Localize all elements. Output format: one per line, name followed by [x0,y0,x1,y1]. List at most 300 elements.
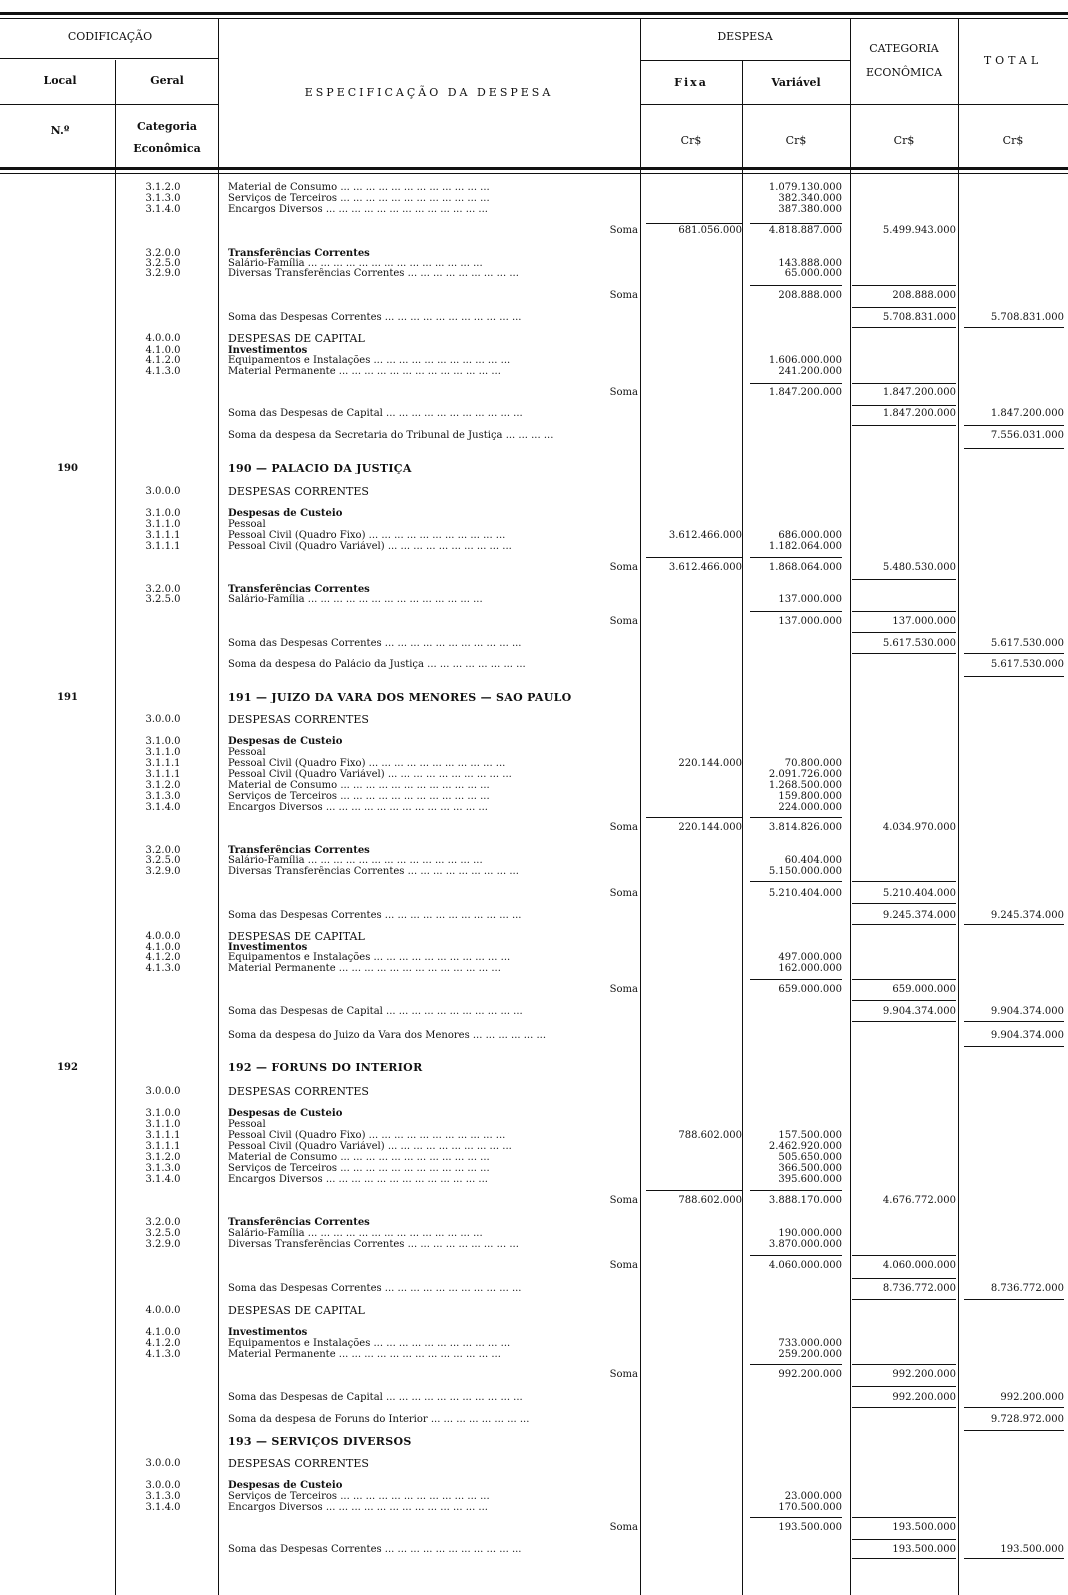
description: Serviços de Terceiros ... ... ... ... ... ... ... ... ... ... ... ... [228,791,490,802]
description: Transferências Correntes [228,845,370,856]
sum-rule [964,327,1064,328]
geral-code: 3.1.1.1 [145,1130,181,1141]
geral-code: 4.1.2.0 [145,952,181,963]
geral-code: 3.1.1.0 [145,519,181,530]
geral-code: 3.1.0.0 [145,1108,181,1119]
description: Soma das Despesas de Capital ... ... ... ... ... ... ... ... ... ... ... [228,1006,523,1017]
total-value: 9.245.374.000 [990,910,1064,921]
despesa-sub-rule [640,60,850,61]
variavel-value: 2.091.726.000 [768,769,842,780]
table-row [0,1414,1068,1425]
fixa-value: 788.602.000 [678,1130,742,1141]
description: Equipamentos e Instalações ... ... ... ... ... ... ... ... ... ... ... [228,355,511,366]
table-row [0,758,1068,769]
sum-rule [852,653,956,654]
description: Despesas de Custeio [228,736,343,747]
geral-code: 3.1.0.0 [145,736,181,747]
despesa-sub-rule-2 [640,104,850,105]
variavel-value: 366.500.000 [778,1163,842,1174]
description: Soma das Despesas Correntes ... ... ... ... ... ... ... ... ... ... ... [228,910,522,921]
total-value: 9.728.972.000 [990,1414,1064,1425]
variavel-value: 143.888.000 [778,258,842,269]
sum-rule [852,1021,956,1022]
table-row [0,714,1068,725]
description: 191 — JUIZO DA VARA DOS MENORES — SAO PAULO [228,692,572,703]
description: Soma das Despesas Correntes ... ... ... ... ... ... ... ... ... ... ... [228,1544,522,1555]
header-geral: Geral [150,74,184,87]
variavel-value: 65.000.000 [784,268,842,279]
description: 190 — PALÁCIO DA JUSTIÇA [228,463,412,474]
geral-code: 3.0.0.0 [145,1458,181,1469]
geral-code: 4.1.3.0 [145,366,181,377]
table-row [0,1108,1068,1119]
header-variavel: Variável [771,76,821,89]
table-row [0,888,1068,899]
variavel-value: 382.340.000 [778,193,842,204]
table-row [0,1305,1068,1316]
table-row [0,769,1068,780]
geral-code: 3.2.5.0 [145,594,181,605]
sum-rule [750,1364,842,1365]
variavel-value: 1.182.064.000 [768,541,842,552]
sum-rule [852,383,956,384]
sum-rule [964,1046,1064,1047]
description: Despesas de Custeio [228,1480,343,1491]
header-categoria: Categoria [136,120,198,133]
sum-rule [964,1021,1064,1022]
description: Material Permanente ... ... ... ... ... ... ... ... ... ... ... ... ... [228,963,501,974]
categoria-value: 193.500.000 [892,1522,956,1533]
table-row [0,290,1068,301]
sum-rule [750,223,842,224]
description: Pessoal [228,1119,266,1130]
geral-code: 3.1.4.0 [145,1502,181,1513]
categoria-value: 5.499.943.000 [882,225,956,236]
table-row [0,225,1068,236]
table-row [0,1436,1068,1447]
total-value: 992.200.000 [1000,1392,1064,1403]
sum-rule [852,425,956,426]
header-economica: Econômica [133,142,201,155]
geral-code: 3.1.1.0 [145,747,181,758]
fixa-value: 3.612.466.000 [668,530,742,541]
variavel-value: 3.814.826.000 [768,822,842,833]
variavel-value: 4.060.000.000 [768,1260,842,1271]
description: Salário-Família ... ... ... ... ... ... ... ... ... ... ... ... ... ... [228,594,483,605]
table-row [0,463,1068,474]
table-row [0,1502,1068,1513]
table-row [0,1480,1068,1491]
description: Salário-Família ... ... ... ... ... ... ... ... ... ... ... ... ... ... [228,258,483,269]
categoria-value: 8.736.772.000 [882,1283,956,1294]
table-row [0,638,1068,649]
description: Transferências Correntes [228,248,370,259]
description: Soma da despesa de Foruns do Interior ... ... ... ... ... ... ... ... [228,1414,530,1425]
variavel-value: 1.079.130.000 [768,182,842,193]
fixa-value: 220.144.000 [678,822,742,833]
variavel-value: 3.888.170.000 [768,1195,842,1206]
description: 193 — SERVIÇOS DIVERSOS [228,1436,412,1447]
header-numero: N.º [50,124,70,137]
geral-code: 3.1.4.0 [145,1174,181,1185]
table-row [0,530,1068,541]
geral-code: 3.1.3.0 [145,1491,181,1502]
soma-label: Soma [609,1260,638,1271]
description: Equipamentos e Instalações ... ... ... ... ... ... ... ... ... ... ... [228,952,511,963]
description: Serviços de Terceiros ... ... ... ... ... ... ... ... ... ... ... ... [228,1491,490,1502]
table-row [0,1195,1068,1206]
description: Pessoal [228,747,266,758]
description: Transferências Correntes [228,1217,370,1228]
table-row [0,736,1068,747]
description: Pessoal Civil (Quadro Fixo) ... ... ... ... ... ... ... ... ... ... ... [228,1130,506,1141]
table-row [0,508,1068,519]
sum-rule [852,1255,956,1256]
sum-rule [750,1517,842,1518]
variavel-value: 686.000.000 [778,530,842,541]
description: Despesas de Custeio [228,1108,343,1119]
categoria-value: 992.200.000 [892,1392,956,1403]
sum-rule [964,1430,1064,1431]
table-row [0,204,1068,215]
description: Pessoal Civil (Quadro Variável) ... ... ... ... ... ... ... ... ... ... [228,769,512,780]
variavel-value: 1.847.200.000 [768,387,842,398]
table-row [0,1338,1068,1349]
geral-code: 3.0.0.0 [145,486,181,497]
codif-sub-rule-2 [0,104,218,105]
header-bottom-rule [0,167,1068,170]
table-row [0,430,1068,441]
geral-code: 4.1.0.0 [145,345,181,356]
geral-code: 3.2.0.0 [145,584,181,595]
geral-code: 3.1.4.0 [145,204,181,215]
header-codificacao: CODIFICAÇÃO [67,30,153,43]
table-row [0,791,1068,802]
variavel-value: 224.000.000 [778,802,842,813]
geral-code: 3.2.0.0 [145,845,181,856]
table-row [0,747,1068,758]
table-row [0,692,1068,703]
sum-rule [646,223,742,224]
geral-code: 3.2.0.0 [145,1217,181,1228]
description: Soma das Despesas de Capital ... ... ... ... ... ... ... ... ... ... ... [228,1392,523,1403]
geral-code: 4.0.0.0 [145,333,181,344]
description: Pessoal [228,519,266,530]
table-row [0,594,1068,605]
table-row [0,519,1068,530]
table-row [0,1491,1068,1502]
sum-rule [750,383,842,384]
description: Investimentos [228,1327,308,1338]
geral-code: 3.0.0.0 [145,1480,181,1491]
sum-rule [852,327,956,328]
geral-code: 4.0.0.0 [145,931,181,942]
description: Pessoal Civil (Quadro Fixo) ... ... ... ... ... ... ... ... ... ... ... [228,758,506,769]
variavel-value: 208.888.000 [778,290,842,301]
description: Diversas Transferências Correntes ... ... ... ... ... ... ... ... ... [228,268,519,279]
categoria-value: 5.708.831.000 [882,312,956,323]
table-row [0,780,1068,791]
header-crs-variavel: Cr$ [785,134,807,147]
table-row [0,1544,1068,1555]
description: Pessoal Civil (Quadro Variável) ... ... ... ... ... ... ... ... ... ... [228,1141,512,1152]
geral-code: 4.1.2.0 [145,355,181,366]
header-total: TOTAL [983,54,1043,67]
categoria-value: 5.480.530.000 [882,562,956,573]
table-row [0,1030,1068,1041]
description: Transferências Correntes [228,584,370,595]
categoria-value: 5.210.404.000 [882,888,956,899]
description: Equipamentos e Instalações ... ... ... ... ... ... ... ... ... ... ... [228,1338,511,1349]
sum-rule [750,285,842,286]
categoria-value: 1.847.200.000 [882,408,956,419]
description: Soma da despesa do Palácio da Justiça ... ... ... ... ... ... ... ... [228,659,526,670]
soma-label: Soma [609,1369,638,1380]
total-value: 5.617.530.000 [990,659,1064,670]
table-row [0,193,1068,204]
soma-label: Soma [609,387,638,398]
description: Pessoal Civil (Quadro Fixo) ... ... ... ... ... ... ... ... ... ... ... [228,530,506,541]
sum-rule [964,924,1064,925]
sum-rule [750,881,842,882]
table-row [0,1119,1068,1130]
fixa-value: 788.602.000 [678,1195,742,1206]
description: Investimentos [228,345,308,356]
description: DESPESAS CORRENTES [228,486,369,497]
sum-rule [646,557,742,558]
top-rule-thin [0,18,1068,19]
sum-rule [750,1255,842,1256]
geral-code: 3.1.1.1 [145,769,181,780]
categoria-value: 9.245.374.000 [882,910,956,921]
description: Material Permanente ... ... ... ... ... ... ... ... ... ... ... ... ... [228,1349,501,1360]
description: Encargos Diversos ... ... ... ... ... ... ... ... ... ... ... ... ... [228,1502,488,1513]
table-row [0,1327,1068,1338]
description: Soma das Despesas Correntes ... ... ... ... ... ... ... ... ... ... ... [228,1283,522,1294]
header-fixa: Fixa [674,76,708,89]
sum-rule [852,1364,956,1365]
sum-rule [852,1407,956,1408]
table-row [0,1086,1068,1097]
sum-rule [750,611,842,612]
description: Serviços de Terceiros ... ... ... ... ... ... ... ... ... ... ... ... [228,1163,490,1174]
description: DESPESAS DE CAPITAL [228,1305,365,1316]
top-rule [0,12,1068,15]
geral-code: 3.1.3.0 [145,791,181,802]
table-row [0,659,1068,670]
geral-code: 4.1.2.0 [145,1338,181,1349]
description: Material de Consumo ... ... ... ... ... ... ... ... ... ... ... ... [228,1152,490,1163]
categoria-value: 193.500.000 [892,1544,956,1555]
table-row [0,1392,1068,1403]
description: Serviços de Terceiros ... ... ... ... ... ... ... ... ... ... ... ... [228,193,490,204]
table-row [0,1174,1068,1185]
geral-code: 3.1.2.0 [145,780,181,791]
header-categoria-economica-1: CATEGORIA [869,42,939,55]
table-row [0,541,1068,552]
soma-label: Soma [609,290,638,301]
total-value: 1.847.200.000 [990,408,1064,419]
description: DESPESAS CORRENTES [228,1086,369,1097]
geral-code: 4.1.3.0 [145,963,181,974]
table-row [0,1130,1068,1141]
total-value: 5.708.831.000 [990,312,1064,323]
description: Despesas de Custeio [228,508,343,519]
table-row [0,866,1068,877]
table-row [0,1239,1068,1250]
table-row [0,1141,1068,1152]
variavel-value: 157.500.000 [778,1130,842,1141]
categoria-value: 4.034.970.000 [882,822,956,833]
table-row [0,486,1068,497]
variavel-value: 1.268.500.000 [768,780,842,791]
geral-code: 3.1.2.0 [145,1152,181,1163]
geral-code: 4.0.0.0 [145,1305,181,1316]
total-value: 8.736.772.000 [990,1283,1064,1294]
description: 192 — FORUNS DO INTERIOR [228,1062,423,1073]
table-row [0,1006,1068,1017]
description: Encargos Diversos ... ... ... ... ... ... ... ... ... ... ... ... ... [228,802,488,813]
variavel-value: 60.404.000 [784,855,842,866]
variavel-value: 4.818.887.000 [768,225,842,236]
geral-code: 3.2.9.0 [145,1239,181,1250]
sum-rule [852,903,956,904]
total-value: 9.904.374.000 [990,1030,1064,1041]
codif-sub-rule [0,58,218,59]
description: DESPESAS CORRENTES [228,714,369,725]
header-despesa: DESPESA [717,30,773,43]
sum-rule [852,285,956,286]
variavel-value: 505.650.000 [778,1152,842,1163]
header-crs-categoria: Cr$ [893,134,915,147]
sum-rule [852,1278,956,1279]
variavel-value: 497.000.000 [778,952,842,963]
variavel-value: 190.000.000 [778,1228,842,1239]
sum-rule [964,1558,1064,1559]
description: Soma da despesa da Secretaria do Tribunal de Justiça ... ... ... ... [228,430,554,441]
sum-rule [852,1558,956,1559]
total-sub-rule [850,104,1068,105]
table-row [0,387,1068,398]
description: Salário-Família ... ... ... ... ... ... ... ... ... ... ... ... ... ... [228,855,483,866]
fixa-value: 681.056.000 [678,225,742,236]
geral-code: 4.1.0.0 [145,1327,181,1338]
table-row [0,1522,1068,1533]
geral-code: 3.1.1.1 [145,541,181,552]
fixa-value: 3.612.466.000 [668,562,742,573]
header-especificacao: ESPECIFICAÇÃO DA DESPESA [304,86,554,99]
sum-rule [750,817,842,818]
sum-rule [964,653,1064,654]
categoria-value: 992.200.000 [892,1369,956,1380]
description: Soma das Despesas de Capital ... ... ... ... ... ... ... ... ... ... ... [228,408,523,419]
soma-label: Soma [609,822,638,833]
description: Material de Consumo ... ... ... ... ... ... ... ... ... ... ... ... [228,182,490,193]
categoria-value: 4.676.772.000 [882,1195,956,1206]
geral-code: 3.1.1.1 [145,530,181,541]
description: Encargos Diversos ... ... ... ... ... ... ... ... ... ... ... ... ... [228,1174,488,1185]
variavel-value: 170.500.000 [778,1502,842,1513]
description: Investimentos [228,942,308,953]
sum-rule [852,307,956,308]
sum-rule [964,676,1064,677]
sum-rule [852,924,956,925]
variavel-value: 162.000.000 [778,963,842,974]
geral-code: 3.1.3.0 [145,193,181,204]
header-crs-total: Cr$ [1002,134,1024,147]
local-number: 190 [57,463,78,474]
local-number: 191 [57,692,78,703]
variavel-value: 659.000.000 [778,984,842,995]
table-row [0,616,1068,627]
sum-rule [852,1299,956,1300]
description: Diversas Transferências Correntes ... ... ... ... ... ... ... ... ... [228,866,519,877]
variavel-value: 23.000.000 [784,1491,842,1502]
description: Material Permanente ... ... ... ... ... ... ... ... ... ... ... ... ... [228,366,501,377]
description: Material de Consumo ... ... ... ... ... ... ... ... ... ... ... ... [228,780,490,791]
sum-rule [852,579,956,580]
sum-rule [964,425,1064,426]
table-row [0,931,1068,942]
table-row [0,1062,1068,1073]
table-row [0,910,1068,921]
variavel-value: 241.200.000 [778,366,842,377]
table-row [0,963,1068,974]
variavel-value: 259.200.000 [778,1349,842,1360]
description: Soma das Despesas Correntes ... ... ... ... ... ... ... ... ... ... ... [228,638,522,649]
table-row [0,366,1068,377]
soma-label: Soma [609,1522,638,1533]
variavel-value: 137.000.000 [778,594,842,605]
categoria-value: 659.000.000 [892,984,956,995]
soma-label: Soma [609,888,638,899]
table-row [0,1260,1068,1271]
geral-code: 3.2.5.0 [145,1228,181,1239]
table-row [0,984,1068,995]
total-value: 7.556.031.000 [990,430,1064,441]
soma-label: Soma [609,616,638,627]
description: Diversas Transferências Correntes ... ... ... ... ... ... ... ... ... [228,1239,519,1250]
variavel-value: 3.870.000.000 [768,1239,842,1250]
table-row [0,802,1068,813]
variavel-value: 5.150.000.000 [768,866,842,877]
table-row [0,1349,1068,1360]
header-local: Local [43,74,77,87]
geral-code: 3.2.9.0 [145,268,181,279]
description: Encargos Diversos ... ... ... ... ... ... ... ... ... ... ... ... ... [228,204,488,215]
sum-rule [964,448,1064,449]
variavel-value: 70.800.000 [784,758,842,769]
geral-code: 3.0.0.0 [145,714,181,725]
table-row [0,1217,1068,1228]
header-crs-fixa: Cr$ [680,134,702,147]
sum-rule [852,1386,956,1387]
table-row [0,355,1068,366]
sum-rule [750,557,842,558]
sum-rule [750,1190,842,1191]
sum-rule [852,1517,956,1518]
geral-code: 3.1.0.0 [145,508,181,519]
table-row [0,562,1068,573]
fixa-value: 220.144.000 [678,758,742,769]
description: DESPESAS DE CAPITAL [228,931,365,942]
variavel-value: 5.210.404.000 [768,888,842,899]
categoria-value: 5.617.530.000 [882,638,956,649]
table-row [0,952,1068,963]
table-row [0,1458,1068,1469]
variavel-value: 1.606.000.000 [768,355,842,366]
geral-code: 4.1.3.0 [145,1349,181,1360]
